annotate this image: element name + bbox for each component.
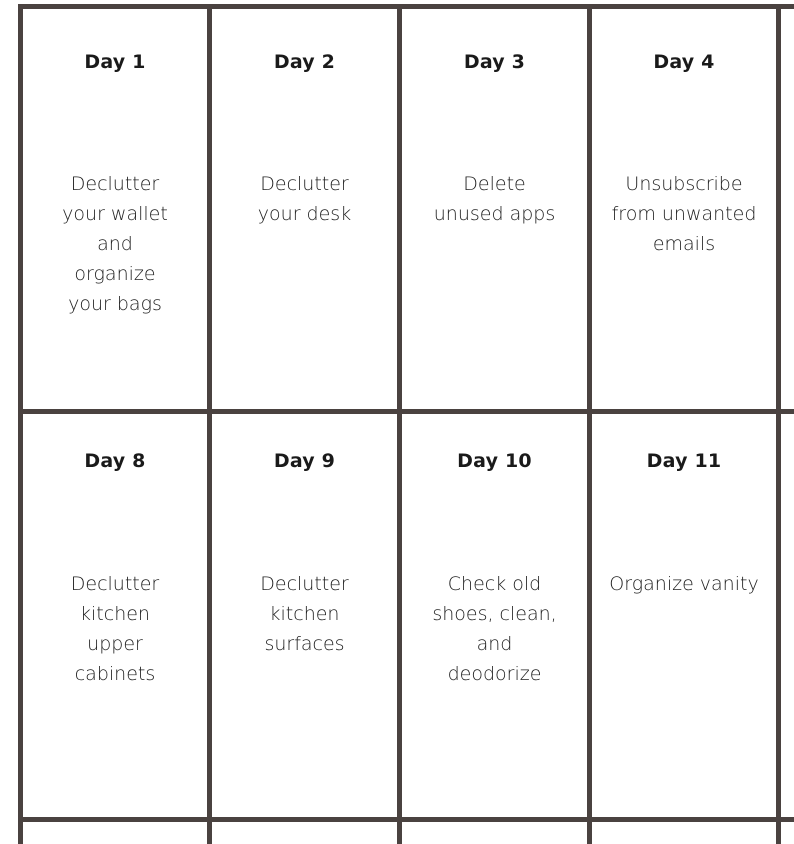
calendar-cell-day-3 <box>402 9 587 409</box>
day-label: Day 11 <box>646 450 722 472</box>
calendar-cell-day-2 <box>212 9 397 409</box>
day-label: Day 9 <box>273 450 336 472</box>
task-text: Declutter your desk <box>257 173 352 225</box>
day-label: Day 8 <box>84 450 146 472</box>
calendar-cell-day-9 <box>212 414 397 817</box>
calendar-cell-day-10 <box>402 414 587 817</box>
task-text: Unsubscribe from unwanted emails <box>611 173 757 255</box>
task-text: Declutter kitchen surfaces <box>260 573 349 655</box>
task-text: Declutter kitchen upper cabinets <box>70 573 160 685</box>
task-text: Declutter your wallet and organize your bags <box>62 173 168 315</box>
day-label: Day 2 <box>273 51 336 73</box>
day-label: Day 10 <box>457 450 532 472</box>
calendar-grid <box>18 4 794 844</box>
task-text: Check old shoes, clean, and deodorize <box>432 573 557 685</box>
calendar-cell-day-11 <box>592 414 776 817</box>
calendar-cell-day-1 <box>23 9 207 409</box>
task-text: Organize vanity <box>609 573 759 595</box>
task-text: Delete unused apps <box>433 173 556 225</box>
calendar-cell-day-8 <box>23 414 207 817</box>
day-label: Day 1 <box>84 51 146 73</box>
grid-line-bottom <box>18 817 794 822</box>
day-label: Day 3 <box>463 51 526 73</box>
grid-line-col-4 <box>776 4 781 844</box>
day-label: Day 4 <box>653 51 715 73</box>
calendar-cell-day-4 <box>592 9 776 409</box>
